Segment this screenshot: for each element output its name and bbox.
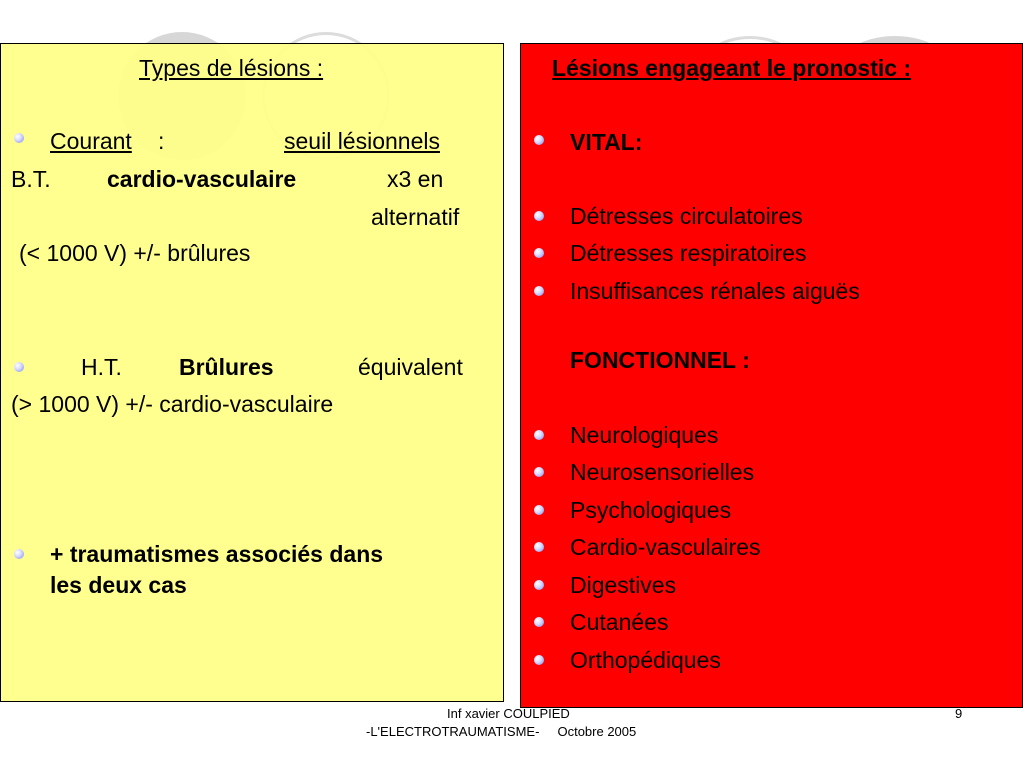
left-panel-title: Types de lésions : <box>139 55 324 81</box>
bullet-icon <box>534 286 544 296</box>
bullet-icon <box>534 248 544 258</box>
bullet-icon <box>534 655 544 665</box>
fonctionnel-item: Cardio-vasculaires <box>570 534 761 560</box>
cardio-vasculaire-label: cardio-vasculaire <box>107 166 297 192</box>
bt-label: B.T. <box>11 166 51 192</box>
bullet-icon <box>534 211 544 221</box>
bullet-icon <box>14 133 24 143</box>
footer-author: Inf xavier COULPIED <box>447 706 570 721</box>
fonctionnel-item: Psychologiques <box>570 497 732 523</box>
bt-voltage-text: (< 1000 V) +/- brûlures <box>19 240 251 266</box>
brulures-label: Brûlures <box>179 354 274 380</box>
fonctionnel-item: Neurosensorielles <box>570 459 755 485</box>
bullet-icon <box>534 505 544 515</box>
bullet-icon <box>534 580 544 590</box>
ht-label: H.T. <box>81 354 122 380</box>
x3-en-label: x3 en <box>387 166 444 192</box>
fonctionnel-item: Digestives <box>570 572 677 598</box>
vital-item: Détresses circulatoires <box>570 203 803 229</box>
bullet-icon <box>14 549 24 559</box>
fonctionnel-heading: FONCTIONNEL : <box>570 347 750 373</box>
slide-number: 9 <box>955 706 963 721</box>
seuil-label: seuil lésionnels <box>284 128 440 154</box>
fonctionnel-item: Orthopédiques <box>570 647 721 673</box>
right-panel-pronostic <box>520 43 1023 708</box>
bullet-icon <box>534 542 544 552</box>
trauma-text-line1: + traumatismes associés dans <box>50 541 384 567</box>
bullet-icon <box>534 617 544 627</box>
fonctionnel-item: Neurologiques <box>570 422 719 448</box>
vital-item: Détresses respiratoires <box>570 240 807 266</box>
bullet-icon <box>534 430 544 440</box>
bullet-icon <box>14 362 24 372</box>
left-panel-types-lesions <box>0 43 504 702</box>
courant-colon: : <box>158 128 165 154</box>
trauma-text-line2: les deux cas <box>50 572 187 598</box>
bullet-icon <box>534 135 544 145</box>
courant-label: Courant <box>50 128 132 154</box>
bullet-icon <box>534 467 544 477</box>
footer-subtitle: -L'ELECTROTRAUMATISME- Octobre 2005 <box>366 724 637 739</box>
alternatif-label: alternatif <box>371 204 460 230</box>
vital-item: Insuffisances rénales aiguës <box>570 278 860 304</box>
ht-voltage-text: (> 1000 V) +/- cardio-vasculaire <box>11 391 334 417</box>
fonctionnel-item: Cutanées <box>570 609 669 635</box>
vital-heading: VITAL: <box>570 129 643 155</box>
right-panel-title: Lésions engageant le pronostic : <box>552 55 912 81</box>
equivalent-label: équivalent <box>358 354 463 380</box>
